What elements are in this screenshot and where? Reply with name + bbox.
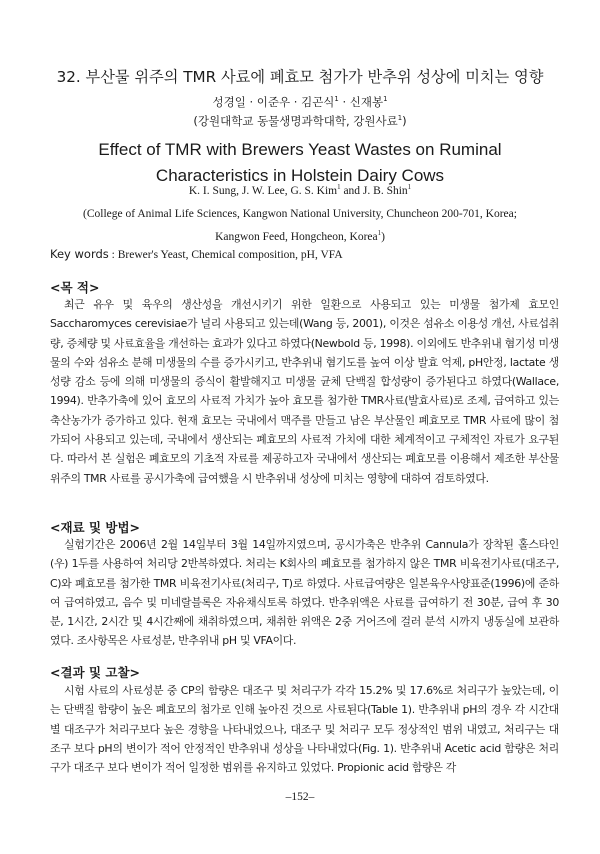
english-affiliation bbox=[30, 205, 570, 247]
results-paragraph bbox=[50, 681, 559, 777]
objective-paragraph bbox=[50, 295, 559, 488]
english-title: Effect of TMR with Brewers Yeast Wastes on Ruminal Characteristics in Holstein Dairy Cows bbox=[98, 140, 502, 185]
korean-authors-main: 성경일 · 이준우 · 김곤식 bbox=[212, 95, 335, 109]
korean-authors-last-sup: 1 bbox=[383, 95, 388, 104]
korean-authors-sup: 1 bbox=[334, 95, 339, 104]
english-affiliation-line2 bbox=[30, 224, 570, 247]
results-text: 시험 사료의 사료성분 중 CP의 함량은 대조구 및 처리구가 각각 15.2% 및 17.6%로 처리구가 높았는데, 이는 단백질 함량이 높은 폐효모의 첨가로 인해 높아진 것으로 사료된다(Table 1). 반추위내 pH의 경우 각 시간대별 대조구가 처리구보다 높은 경향을 나타내었으나, 대조구 및 처리구 모두 정상적인 범위 내였고, 처리구는 대조구 보다 pH의 변이가 적어 안정적인 반추위내 성상을 나타내었다(Fig. 1). 반추위내 Acetic acid 함량은 처리구가 대조구 보다 변이가 적어 일정한 범위를 유지하고 있었다. Propionic acid 함량은 각 bbox=[50, 684, 559, 775]
english-authors-main: K. I. Sung, J. W. Lee, G. S. Kim bbox=[188, 184, 338, 197]
korean-affiliation bbox=[0, 113, 600, 129]
methods-text: 실험기간은 2006년 2월 14일부터 3월 14일까지였으며, 공시가축은 반추위 Cannula가 장착된 홀스타인(우) 1두를 사용하여 처리당 2반복하였다. 처리는 K회사의 폐효모를 첨가하지 않은 TMR 비육전기사료(대조구, C)와 폐효모를 첨가한 TMR 비육전기사료(처리구, T)로 하였다. 사료급여량은 일본육우사양표준(1996)에 준하여 급여하였고, 음수 및 미네랄블록은 자유채식토록 하였다. 반추위액은 사료를 급여하기 전 30분, 급여 후 30분, 1시간, 2시간 및 4시간째에 채취하였으며, 채취한 위액은 2중 거어즈에 걸러 분석 시까지 냉동실에 보관하였다. 조사항목은 사료성분, 반추위내 pH 및 VFA이다. bbox=[50, 538, 559, 648]
methods-paragraph bbox=[50, 535, 559, 651]
objective-text: 최근 유우 및 육우의 생산성을 개선시키기 위한 일환으로 사용되고 있는 미생물 첨가제 효모인 Saccharomyces cerevisiae가 널리 사용되고 있는데(Wang 등, 2001), 이것은 섬유소 이용성 개선, 사료섭취량, 증체량 및 사료효율을 개선하는 효과가 있다고 하였다(Newbold 등, 1998). 이외에도 반추위내 혐기성 미생물의 수와 섬유소 분해 미생물의 수를 증가시키고, 반추위내 혐기도를 높여 이상 발효 억제, pH안정, lactate 생성량 감소 등에 의해 미생물의 증식이 활발해지고 미생물 균체 단백질 합성량이 증가된다고 하였다(Wallace, 1994). 반추가축에 있어 효모의 사료적 가치가 높아 효모를 첨가한 TMR사료(발효사료)로 조제, 급여하고 있는 축산농가가 증가하고 있다. 현재 효모는 국내에서 맥주를 만들고 남은 부산물인 폐효모로 TMR 사료에 많이 첨가되어 사용되고 있는데, 국내에서 생산되는 폐효모의 사료적 가치에 대한 체계적이고 구체적인 자료가 요구된다. 따라서 본 실험은 폐효모의 기초적 자료를 제공하고자 국내에서 생산되는 폐효모를 이용해서 제조한 부산물 위주의 TMR 사료를 공시가축에 급여했을 시 반추위내 성상에 미치는 영향에 대하여 검토하였다. bbox=[50, 298, 559, 485]
keywords-label: Key words bbox=[50, 247, 109, 261]
korean-title: 32. 부산물 위주의 TMR 사료에 폐효모 첨가가 반추위 성상에 미치는 영향 bbox=[56, 68, 544, 86]
english-affiliation-line2-sup: 1 bbox=[377, 230, 382, 237]
english-affiliation-line2-text: Kangwon Feed, Hongcheon, Korea bbox=[215, 230, 378, 243]
korean-affiliation-text: (강원대학교 동물생명과학대학, 강원사료 bbox=[193, 114, 398, 128]
english-authors-and: and J. B. Shin bbox=[340, 184, 408, 197]
english-authors-sup1: 1 bbox=[337, 184, 341, 191]
objective-heading: <목 적> bbox=[50, 280, 100, 295]
methods-heading: <재료 및 방법> bbox=[50, 520, 141, 535]
english-affiliation-line1: (College of Animal Life Sciences, Kangwon National University, Chuncheon 200-701, Korea; bbox=[83, 208, 517, 220]
korean-authors bbox=[0, 94, 600, 110]
results-heading: <결과 및 고찰> bbox=[50, 665, 141, 680]
english-authors-sup2: 1 bbox=[407, 184, 412, 191]
korean-authors-last: · 신재봉 bbox=[338, 95, 384, 109]
keywords-value: : Brewer's Yeast, Chemical composition, pH, VFA bbox=[108, 249, 343, 261]
english-authors bbox=[0, 184, 600, 197]
english-affiliation-line2-close: ) bbox=[381, 230, 385, 243]
keywords bbox=[50, 247, 560, 261]
korean-affiliation-sup: 1 bbox=[397, 114, 403, 123]
page-number: –152– bbox=[285, 791, 315, 803]
korean-affiliation-close: ) bbox=[402, 114, 407, 128]
